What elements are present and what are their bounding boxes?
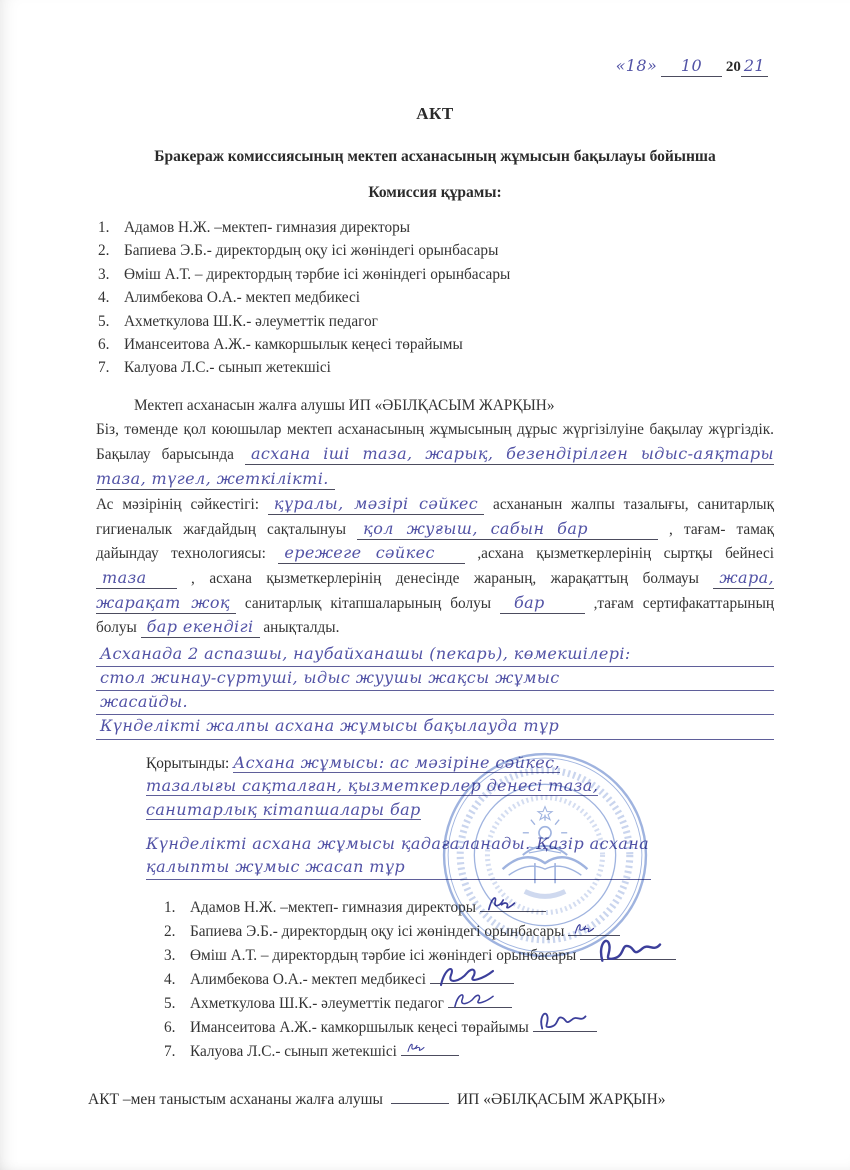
signature-icon [584, 933, 676, 963]
list-item: 2. Бапиева Э.Б.- директордың оқу ісі жөніндегі орынбасары [98, 242, 499, 260]
list-item: 5. Ахметкулова Ш.К.- әлеуметтік педагог [98, 312, 378, 330]
list-item: 5. Ахметкулова Ш.К.- әлеуметтік педагог [164, 992, 774, 1016]
list-item: 7. Калуова Л.С.- сынып жетекшісі [98, 359, 331, 377]
conclusion-handwritten-2: Күнделікті асхана жұмысы қадағаланады. Қазір асхана қалыпты жұмыс жасап тұр [146, 833, 651, 880]
signature-line [401, 1051, 459, 1056]
document-subtitle: Бракераж комиссиясының мектеп асханасының жұмысын бақылауы бойынша [154, 148, 716, 165]
intro-typed-text: Біз, төменде қол коюшылар мектеп асханасының жұмысының дұрыс жүргізілуіне бақылау жүргіздік. Бақылау барысында [96, 421, 774, 464]
form-handwritten: бар [500, 593, 585, 614]
signatory-list [162, 896, 774, 1065]
form-typed: асхананын жалпы тазалығы, санитарлық гигиеналык жағдайдың сақталынуы [96, 496, 775, 538]
conclusion-handwritten-1: Асхана жұмысы: ас мәзіріне сәйкес, тазалығы сақталған, қызметкерлер денесі таза, санитарлық кітапшалары бар [146, 752, 599, 820]
signature-icon [405, 1035, 435, 1061]
signature-icon [434, 963, 500, 989]
list-item: 7. Калуова Л.С.- сынып жетекшісі [164, 1040, 774, 1064]
form-paragraph [96, 492, 774, 640]
form-handwritten: құралы, мәзірі сәйкес [268, 494, 484, 515]
form-typed: санитарлық кітапшаларының болуы [244, 594, 492, 612]
list-item: 3. Өміш А.Т. – директордың тәрбие ісі жөніндегі орынбасары [164, 944, 774, 968]
handwritten-line: стол жинау-сүртуші, ыдыс жуушы жақсы жұмыс [96, 667, 774, 691]
conclusion-label: Қорытынды: [146, 754, 230, 772]
signature-line [448, 1003, 512, 1008]
commission-member-list [96, 216, 774, 380]
form-typed: анықталды. [263, 619, 340, 637]
signature-icon [484, 891, 532, 917]
form-handwritten: жара, жарақат жоқ [96, 568, 775, 612]
form-typed: , тағам- тамақ дайындау технологиясы: [96, 520, 775, 563]
closing-text: АКТ –мен таныстым асхананы жалға алушы [88, 1091, 383, 1109]
signature-icon [537, 1004, 589, 1034]
form-typed: ,тағам сертифакаттарының болуы [96, 594, 775, 637]
signature-line [480, 907, 546, 912]
date-month: 10 [661, 56, 722, 77]
form-handwritten: қол жуғыш, сабын бар [357, 519, 658, 540]
handwritten-line: жасайды. [96, 691, 774, 715]
form-typed: Ас мәзірінің сәйкестігі: [96, 496, 259, 514]
list-item: 2. Бапиева Э.Б.- директордың оқу ісі жөніндегі орынбасары [164, 920, 774, 944]
form-typed: ,асхана қызметкерлерінің сыртқы бейнесі [477, 545, 775, 563]
handwritten-line: Асханада 2 аспазшы, наубайханашы (пекарь), көмекшілері: [96, 643, 774, 667]
date-year-prefix: 20 [725, 59, 741, 75]
closing-line [88, 1090, 774, 1109]
handwritten-notes [96, 643, 774, 740]
signature-line [430, 979, 514, 984]
list-item: 1. Адамов Н.Ж. –мектеп- гимназия директоры [164, 896, 774, 920]
signature-line [533, 1027, 597, 1032]
list-item: 3. Өміш А.Т. – директордың тәрбие ісі жөніндегі орынбасары [98, 265, 511, 283]
handwritten-line: Күнделікті жалпы асхана жұмысы бақылауда тұр [96, 715, 774, 739]
date-line [96, 56, 768, 78]
list-item: 4. Алимбекова О.А.- мектеп медбикесі [98, 289, 360, 307]
form-handwritten: ережеге сәйкес [278, 543, 464, 564]
list-item: 4. Алимбекова О.А.- мектеп медбикесі [164, 968, 774, 992]
commission-heading: Комиссия құрамы: [368, 184, 502, 201]
form-handwritten: таза [96, 568, 177, 589]
conclusion-section [146, 752, 651, 880]
list-item: 1. Адамов Н.Ж. –мектеп- гимназия директоры [98, 219, 411, 236]
closing-blank-line [391, 1090, 449, 1104]
signature-line [580, 955, 676, 960]
list-item: 6. Имансеитова А.Ж.- камкоршылык кеңесі төрайымы [98, 336, 463, 354]
list-item: 6. Имансеитова А.Ж.- камкоршылык кеңесі төрайымы [164, 1016, 774, 1040]
date-year-suffix: 21 [741, 56, 768, 77]
signature-icon [452, 987, 496, 1013]
page-title: АКТ [416, 104, 454, 123]
intro-handwritten-text: асхана іші таза, жарық, безендірілген ыдыс-аяқтары таза, түгел, жеткілікті. [96, 444, 774, 488]
form-handwritten: бар екендігі [141, 617, 260, 638]
intro-paragraph [96, 418, 774, 491]
lease-line: Мектеп асханасын жалға алушы ИП «ӘБІЛҚАСЫМ ЖАРҚЫН» [134, 396, 555, 414]
closing-party: ИП «ӘБІЛҚАСЫМ ЖАРҚЫН» [456, 1091, 666, 1109]
date-day: «18» [615, 56, 658, 75]
form-typed: , асхана қызметкерлерінің денесінде жараның, жарақаттың болмауы [191, 570, 699, 587]
